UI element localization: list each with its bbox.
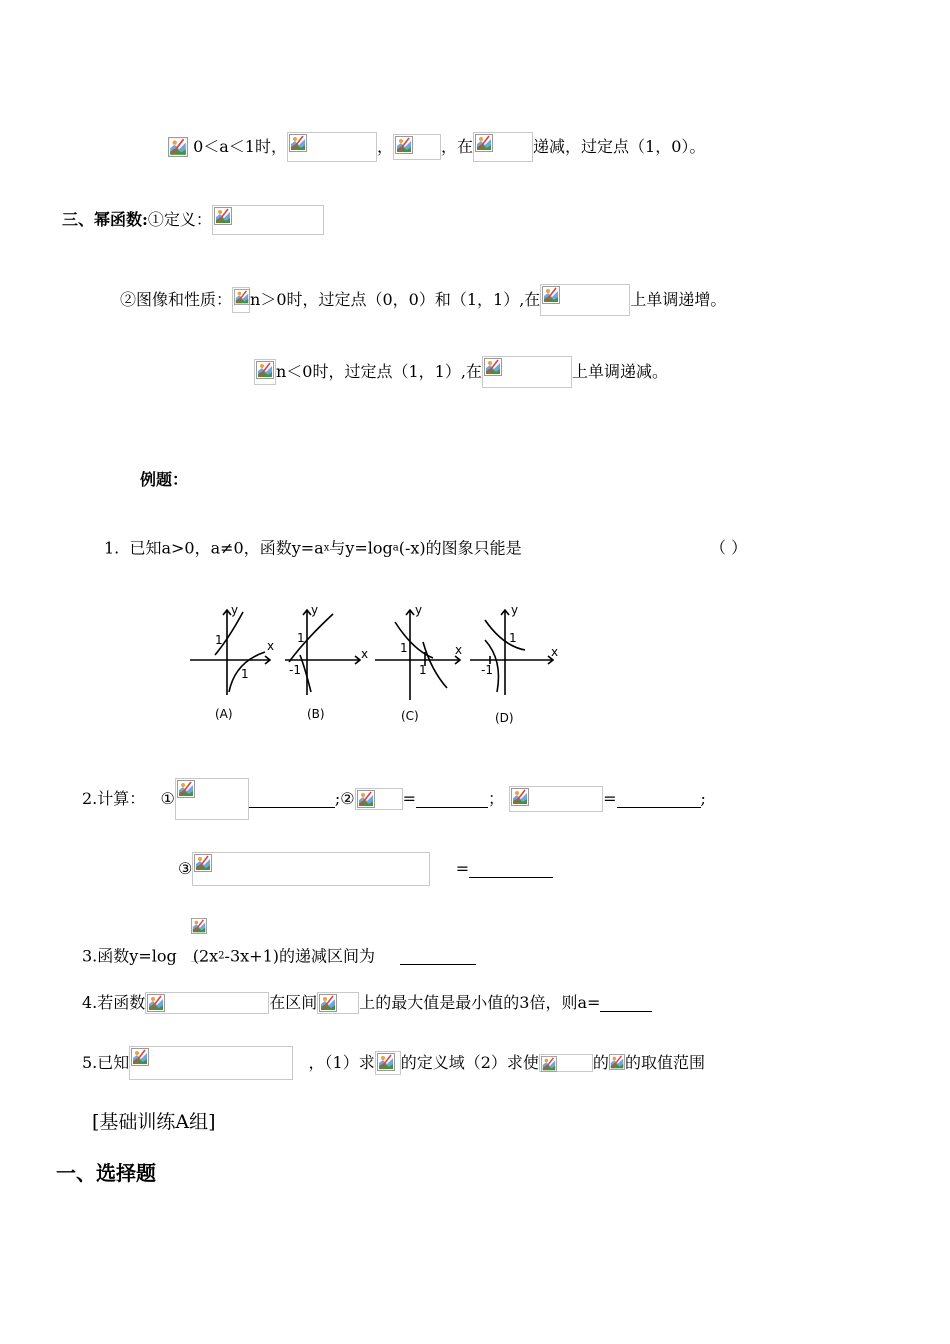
axis-label-y: y [511, 603, 519, 617]
option-label: (A) [215, 707, 233, 721]
formula-image [192, 852, 430, 886]
answer-blank [416, 791, 488, 808]
tick-label: 1 [297, 631, 305, 645]
formula-image [539, 1054, 593, 1072]
axis-label-x: x [361, 647, 369, 661]
answer-blank [400, 948, 476, 965]
formula-image [232, 287, 250, 313]
formula-image [355, 788, 403, 810]
question-2: 2.计算： ① ;② = ； = ; [82, 778, 706, 820]
axis-label-y: y [415, 603, 423, 617]
formula-image [509, 786, 603, 812]
formula-image [473, 132, 533, 162]
graph-c [375, 610, 463, 700]
graph-d [470, 610, 553, 695]
formula-image [212, 205, 324, 235]
graph-options-figure [185, 600, 565, 730]
option-label: (B) [307, 707, 325, 721]
tick-label: 1 [419, 663, 427, 677]
formula-image [129, 1046, 293, 1080]
multiple-choice-heading: 一、选择题 [56, 1161, 156, 1185]
question-3: 3.函数y=log (2x2-3x+1)的递减区间为 [82, 946, 476, 967]
tick-label: -1 [481, 663, 493, 677]
axis-label-x: x [267, 639, 275, 653]
formula-image [375, 1051, 401, 1075]
power-property-negative: n＜0时，过定点（1，1）,在 上单调递减。 [254, 356, 668, 388]
axis-label-x: x [455, 643, 463, 657]
training-group-heading: [基础训练A组] [92, 1111, 216, 1133]
power-function-definition: 三、幂函数:①定义： [62, 205, 324, 235]
question-4: 4.若函数 在区间 上的最大值是最小值的3倍，则a= [82, 992, 652, 1014]
answer-blank [617, 791, 701, 808]
question-2-part-3: ③ = [178, 852, 553, 886]
axis-label-y: y [231, 603, 239, 617]
formula-image [287, 132, 377, 162]
tick-label: 1 [509, 631, 517, 645]
formula-image [540, 284, 630, 316]
broken-image-icon [168, 137, 188, 157]
tick-label: 1 [215, 633, 223, 647]
question-5: 5.已知 ，（1）求 的定义域（2）求使 的 的取值范围 [82, 1046, 705, 1080]
option-label: (D) [495, 711, 514, 725]
formula-image [317, 992, 359, 1014]
formula-image [254, 359, 276, 385]
formula-image [145, 992, 269, 1014]
section-heading: 三、幂函数: [62, 210, 148, 229]
axis-label-y: y [311, 603, 319, 617]
tick-label: 1 [400, 641, 408, 655]
tick-label: 1 [241, 667, 249, 681]
answer-paren: （ ） [710, 538, 748, 557]
formula-image [175, 778, 249, 820]
line-decreasing-case: 0＜a＜1时， ， ，在 递减，过定点（1，0）。 [168, 132, 705, 162]
answer-blank [249, 791, 335, 808]
examples-heading: 例题： [140, 470, 189, 489]
graph-b [285, 610, 360, 695]
axis-label-x: x [551, 645, 559, 659]
graph-a [190, 610, 270, 695]
broken-image-icon [609, 1054, 625, 1072]
formula-image [482, 356, 572, 388]
answer-blank [469, 861, 553, 878]
answer-blank [600, 995, 652, 1012]
power-property-positive: ②图像和性质： n＞0时，过定点（0，0）和（1，1）,在 上单调递增。 [120, 284, 726, 316]
tick-label: -1 [289, 663, 301, 677]
formula-image [393, 134, 441, 160]
question-1: 1. 已知a>0，a≠0，函数y=ax与y=loga(-x)的图象只能是 [104, 538, 522, 558]
option-label: (C) [401, 709, 419, 723]
